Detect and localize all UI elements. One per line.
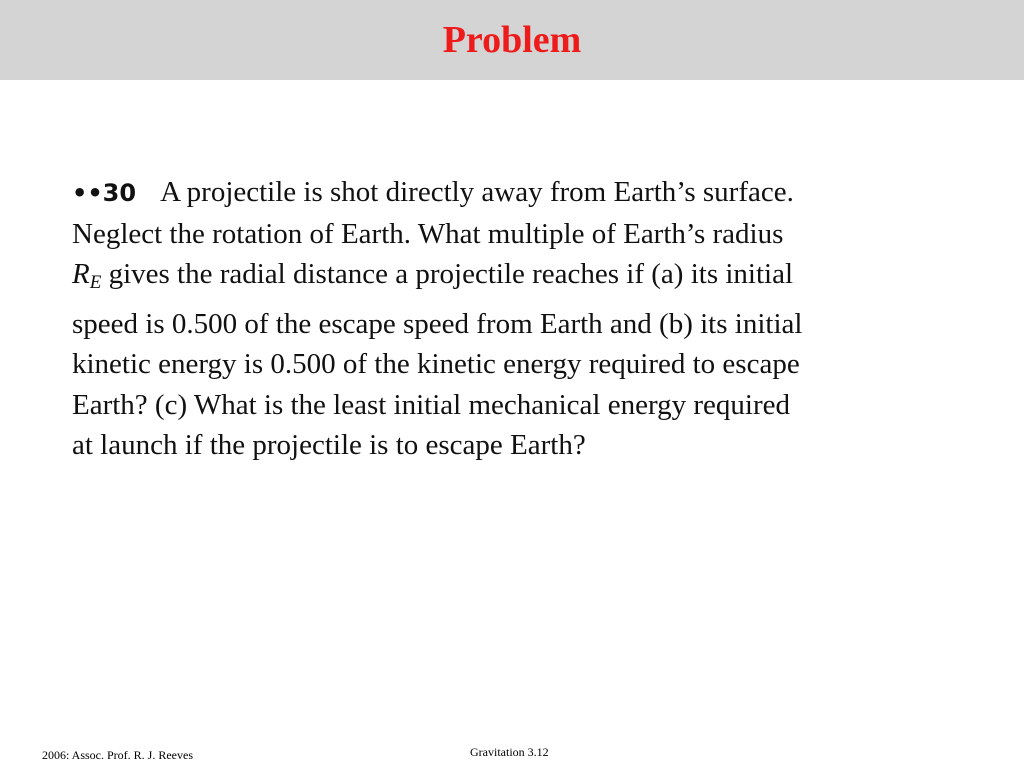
problem-line-7: [72, 425, 960, 466]
title-bar: [0, 0, 1024, 80]
footer-author: 2006: Assoc. Prof. R. J. Reeves: [42, 748, 193, 762]
problem-text-line: at launch if the projectile is to escape Earth?: [72, 429, 586, 461]
problem-text-line: A projectile is shot directly away from Earth’s surface.: [160, 176, 794, 208]
problem-text-line: kinetic energy is 0.500 of the kinetic energy required to escape: [72, 348, 800, 380]
problem-line-2: [72, 214, 960, 255]
problem-line-1: [72, 172, 960, 214]
problem-line-5: [72, 344, 960, 385]
problem-number: ••30: [72, 179, 137, 207]
problem-line-3: [72, 254, 960, 304]
problem-text-line: gives the radial distance a projectile reaches if (a) its initial: [101, 258, 794, 290]
problem-text-line: speed is 0.500 of the escape speed from Earth and (b) its initial: [72, 307, 803, 340]
problem-text-line: Neglect the rotation of Earth. What multiple of Earth’s radius: [72, 217, 784, 250]
problem-text-line: Earth? (c) What is the least initial mechanical energy required: [72, 388, 790, 421]
slide-title: Problem: [442, 19, 582, 61]
earth-radius-subscript: E: [89, 272, 102, 293]
earth-radius-symbol: R: [72, 258, 90, 290]
problem-statement: [72, 172, 960, 466]
problem-line-4: [72, 304, 960, 345]
footer-slide-label: Gravitation 3.12: [470, 745, 549, 759]
problem-line-6: [72, 385, 960, 426]
